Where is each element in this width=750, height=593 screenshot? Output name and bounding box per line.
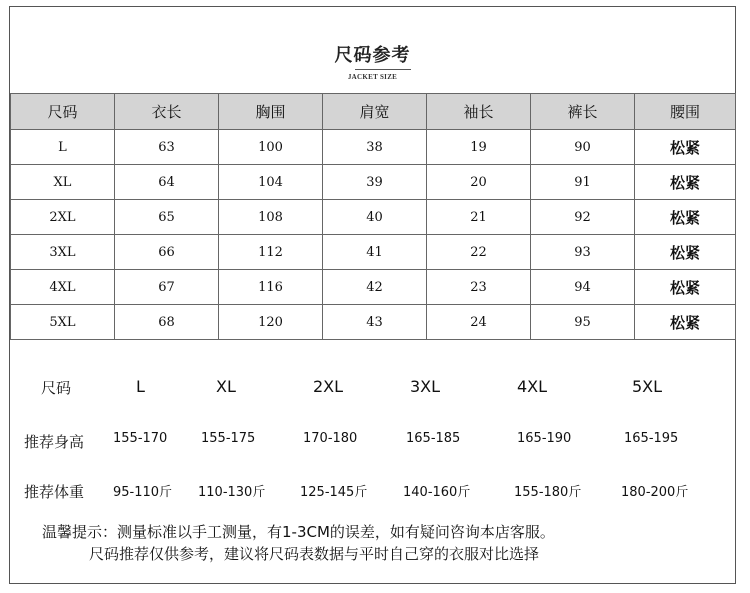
table-cell: 松紧 (635, 270, 736, 305)
table-cell: 100 (219, 130, 323, 165)
table-cell: 41 (323, 235, 427, 270)
table-cell: 2XL (11, 200, 115, 235)
table-cell: 68 (115, 305, 219, 340)
table-cell: 42 (323, 270, 427, 305)
table-cell: 39 (323, 165, 427, 200)
table-cell: 40 (323, 200, 427, 235)
table-cell: 66 (115, 235, 219, 270)
recommend-size: L (136, 377, 145, 396)
table-cell: 松紧 (635, 235, 736, 270)
recommend-height: 170-180 (303, 431, 358, 446)
table-cell: 116 (219, 270, 323, 305)
page-subtitle: JACKET SIZE (347, 73, 398, 81)
table-cell: 90 (531, 130, 635, 165)
recommend-weight: 180-200斤 (621, 485, 689, 500)
table-cell: 38 (323, 130, 427, 165)
column-header: 腰围 (635, 94, 736, 130)
recommend-size: 2XL (313, 377, 344, 396)
table-cell: L (11, 130, 115, 165)
size-chart-panel (9, 6, 736, 584)
table-cell: XL (11, 165, 115, 200)
table-cell: 95 (531, 305, 635, 340)
table-cell: 松紧 (635, 305, 736, 340)
recommend-height: 155-170 (113, 431, 168, 446)
table-row (11, 270, 736, 305)
recommend-size-row (10, 377, 735, 407)
notice-line-1: 温馨提示：测量标准以手工测量，有1-3CM的误差，如有疑问咨询本店客服。 (42, 523, 555, 541)
column-header: 肩宽 (323, 94, 427, 130)
table-cell: 91 (531, 165, 635, 200)
table-row (11, 165, 736, 200)
column-header: 胸围 (219, 94, 323, 130)
page-title: 尺码参考 (334, 45, 411, 66)
table-cell: 3XL (11, 235, 115, 270)
table-cell: 104 (219, 165, 323, 200)
table-row (11, 200, 736, 235)
table-cell: 92 (531, 200, 635, 235)
recommend-height: 165-190 (517, 431, 572, 446)
column-header: 裤长 (531, 94, 635, 130)
table-cell: 67 (115, 270, 219, 305)
recommend-height: 155-175 (201, 431, 256, 446)
recommend-size: 5XL (632, 377, 663, 396)
table-cell: 松紧 (635, 200, 736, 235)
recommend-height-row (10, 431, 735, 461)
table-row (11, 235, 736, 270)
recommend-size-label: 尺码 (41, 379, 72, 397)
recommend-weight-label: 推荐体重 (24, 483, 85, 501)
table-cell: 108 (219, 200, 323, 235)
column-header: 袖长 (427, 94, 531, 130)
recommend-weight-row (10, 481, 735, 511)
notice-line-2: 尺码推荐仅供参考，建议将尺码表数据与平时自己穿的衣服对比选择 (89, 545, 540, 563)
table-cell: 21 (427, 200, 531, 235)
table-header-row (11, 94, 736, 130)
table-cell: 松紧 (635, 165, 736, 200)
title-divider (355, 69, 411, 70)
table-cell: 94 (531, 270, 635, 305)
column-header: 衣长 (115, 94, 219, 130)
table-cell: 24 (427, 305, 531, 340)
recommend-height: 165-195 (624, 431, 679, 446)
table-cell: 64 (115, 165, 219, 200)
table-cell: 22 (427, 235, 531, 270)
recommend-size: XL (216, 377, 236, 396)
table-cell: 4XL (11, 270, 115, 305)
recommend-size: 4XL (517, 377, 548, 396)
recommend-height: 165-185 (406, 431, 461, 446)
recommend-weight: 155-180斤 (514, 485, 582, 500)
recommend-weight: 125-145斤 (300, 485, 368, 500)
column-header: 尺码 (11, 94, 115, 130)
table-cell: 松紧 (635, 130, 736, 165)
table-cell: 112 (219, 235, 323, 270)
recommend-height-label: 推荐身高 (24, 433, 85, 451)
table-cell: 93 (531, 235, 635, 270)
table-cell: 120 (219, 305, 323, 340)
table-cell: 63 (115, 130, 219, 165)
table-cell: 20 (427, 165, 531, 200)
recommend-weight: 110-130斤 (198, 485, 266, 500)
size-table (10, 93, 736, 340)
table-row (11, 130, 736, 165)
recommend-size: 3XL (410, 377, 441, 396)
table-cell: 65 (115, 200, 219, 235)
table-cell: 43 (323, 305, 427, 340)
recommend-weight: 95-110斤 (113, 485, 173, 500)
table-cell: 23 (427, 270, 531, 305)
table-cell: 19 (427, 130, 531, 165)
recommend-weight: 140-160斤 (403, 485, 471, 500)
table-cell: 5XL (11, 305, 115, 340)
table-row (11, 305, 736, 340)
